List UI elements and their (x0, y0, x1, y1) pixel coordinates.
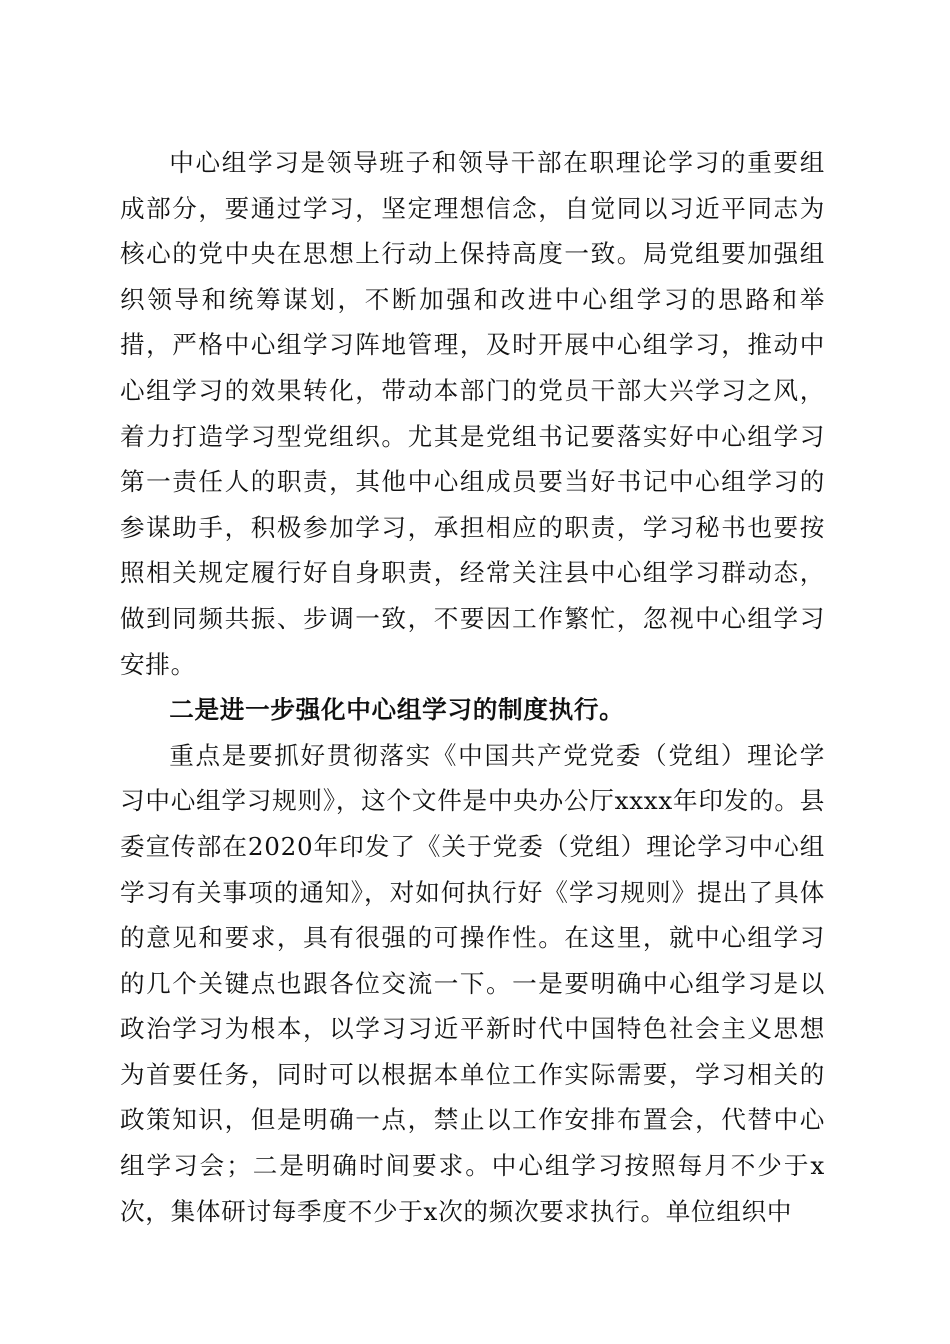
section-heading: 二是进一步强化中心组学习的制度执行。 (169, 695, 625, 725)
body-paragraph-1: 中心组学习是领导班子和领导干部在职理论学习的重要组成部分，要通过学习，坚定理想信念，自觉同以习近平同志为核心的党中央在思想上行动上保持高度一致。局党组要加强组织领导和统筹谋划，不断加强和改进中心组学习的思路和举措，严格中心组学习阵地管理，及时开展中心组学习，推动中心组学习的效果转化，带动本部门的党员干部大兴学习之风，着力打造学习型党组织。尤其是党组书记要落实好中心组学习第一责任人的职责，其他中心组成员要当好书记中心组学习的参谋助手，积极参加学习，承担相应的职责，学习秘书也要按照相关规定履行好自身职责，经常关注县中心组学习群动态，做到同频共振、步调一致，不要因工作繁忙，忽视中心组学习安排。 (120, 148, 825, 679)
body-paragraph-2: 重点是要抓好贯彻落实《中国共产党党委（党组）理论学习中心组学习规则》，这个文件是中央办公厅xxxx年印发的。县委宣传部在2020年印发了《关于党委（党组）理论学习中心组学习有关事项的通知》，对如何执行好《学习规则》提出了具体的意见和要求，具有很强的可操作性。在这里，就中心组学习的几个关键点也跟各位交流一下。一是要明确中心组学习是以政治学习为根本，以学习习近平新时代中国特色社会主义思想为首要任务，同时可以根据本单位工作实际需要，学习相关的政策知识，但是明确一点，禁止以工作安排布置会，代替中心组学习会；二是明确时间要求。中心组学习按照每月不少于x次，集体研讨每季度不少于x次的频次要求执行。单位组织中 (120, 740, 825, 1226)
document-body (120, 140, 825, 1234)
